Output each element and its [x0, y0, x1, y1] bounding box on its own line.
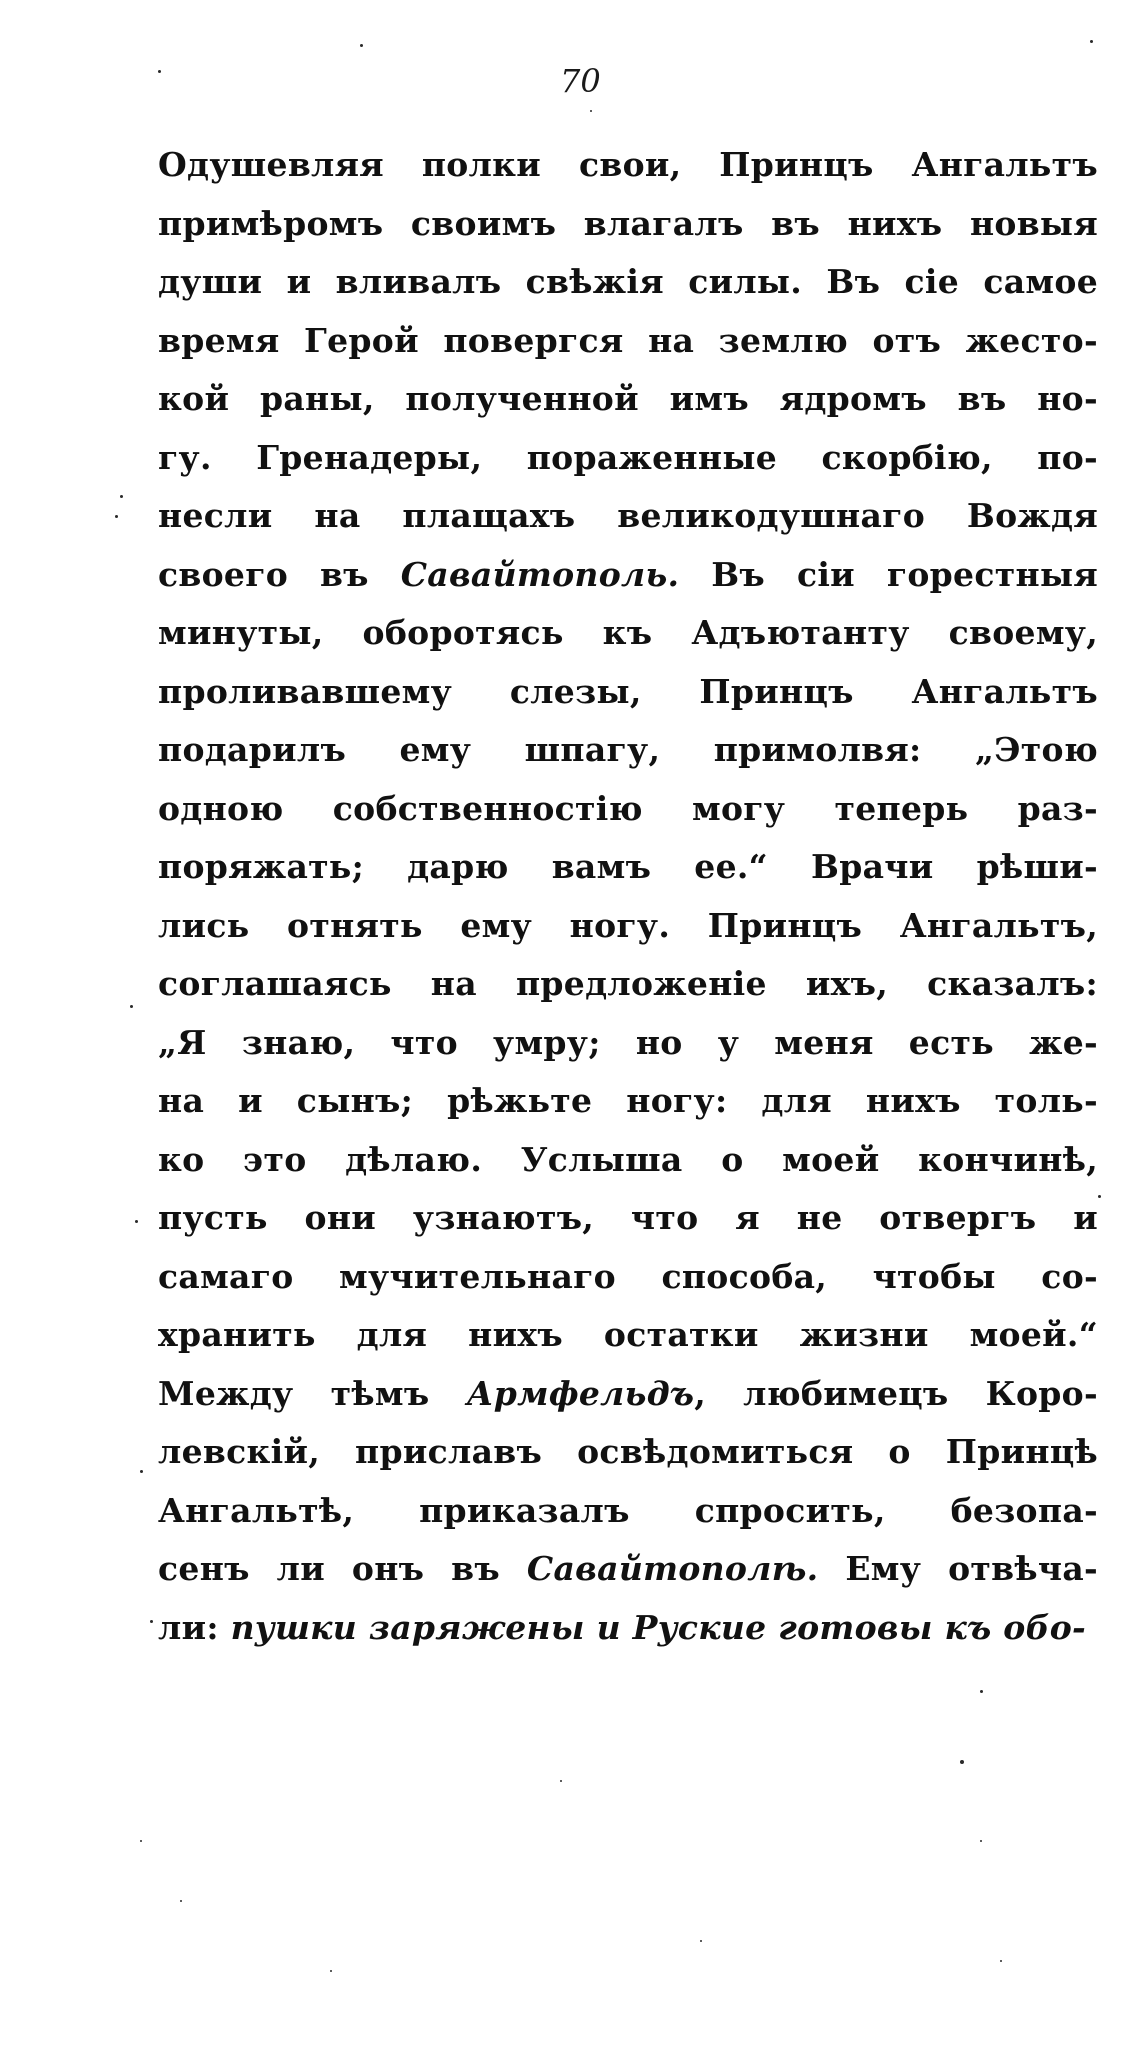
text-line: [158, 663, 1098, 722]
print-speck: [700, 1940, 702, 1942]
text-segment: хранить для нихъ остатки жизни моей.“: [158, 1315, 1098, 1354]
print-speck: [590, 110, 592, 112]
body-text: [158, 136, 1098, 1657]
text-line: [158, 955, 1098, 1014]
text-line: [158, 1540, 1098, 1599]
text-segment: одною собственностію могу теперь раз-: [158, 788, 1098, 828]
print-speck: [140, 1840, 142, 1842]
print-speck: [120, 495, 123, 498]
text-segment: кой раны, полученной имъ ядромъ въ но-: [158, 379, 1098, 418]
print-speck: [1098, 1195, 1101, 1198]
text-line: [158, 897, 1098, 956]
text-segment: Одушевляя полки свои, Принцъ Ангальтъ: [158, 145, 1098, 184]
text-line: [158, 195, 1098, 254]
italic-text: Армфельдъ: [466, 1373, 695, 1413]
text-segment: , любимецъ Коро-: [694, 1373, 1098, 1413]
text-line: [158, 370, 1098, 429]
print-speck: [150, 1620, 153, 1623]
text-segment: своего въ: [158, 554, 401, 594]
text-segment: минуты, оборотясь къ Адъютанту своему,: [158, 613, 1098, 652]
text-line: [158, 546, 1098, 605]
text-line: [158, 1599, 1098, 1658]
print-speck: [1000, 1960, 1002, 1962]
text-segment: время Герой повергся на землю отъ жесто-: [158, 320, 1098, 360]
text-line: [158, 1131, 1098, 1190]
print-speck: [135, 1220, 138, 1223]
text-line: [158, 721, 1098, 780]
text-line: [158, 487, 1098, 546]
italic-text: Савайтополѣ.: [526, 1549, 819, 1588]
text-segment: ко это дѣлаю. Услыша о моей кончинѣ,: [158, 1139, 1098, 1179]
text-segment: самаго мучительнаго способа, чтобы со-: [158, 1256, 1098, 1296]
print-speck: [560, 1780, 562, 1782]
print-speck: [158, 70, 161, 73]
text-line: [158, 838, 1098, 897]
text-segment: Ангальтѣ, приказалъ спросить, безопа-: [158, 1490, 1098, 1530]
text-line: [158, 136, 1098, 195]
text-line: [158, 429, 1098, 488]
text-line: [158, 1365, 1098, 1424]
text-segment: проливавшему слезы, Принцъ Ангальтъ: [158, 671, 1098, 711]
page-number: 70: [560, 62, 601, 100]
text-segment: сенъ ли онъ въ: [158, 1549, 527, 1588]
text-segment: пусть они узнаютъ, что я не отвергъ и: [158, 1198, 1098, 1237]
print-speck: [1090, 40, 1093, 43]
text-line: [158, 1189, 1098, 1248]
text-segment: души и вливалъ свѣжія силы. Въ сіе самое: [158, 262, 1098, 301]
text-segment: поряжать; дарю вамъ ее.“ Врачи рѣши-: [158, 847, 1098, 886]
text-segment: лись отнять ему ногу. Принцъ Ангальтъ,: [158, 905, 1098, 945]
text-line: [158, 312, 1098, 371]
text-line: [158, 1306, 1098, 1365]
text-segment: примѣромъ своимъ влагалъ въ нихъ новыя: [158, 203, 1098, 243]
text-line: [158, 253, 1098, 312]
text-line: [158, 1072, 1098, 1131]
text-segment: соглашаясь на предложеніе ихъ, сказалъ:: [158, 964, 1098, 1003]
text-segment: подарилъ ему шпагу, примолвя: „Этою: [158, 730, 1098, 769]
print-speck: [330, 1970, 332, 1972]
print-speck: [360, 44, 363, 47]
text-segment: Въ сіи горестныя: [679, 554, 1098, 594]
text-segment: ли:: [158, 1607, 231, 1647]
italic-text: пушки заряжены и Руские готовы къ обо-: [230, 1607, 1087, 1647]
print-speck: [980, 1690, 983, 1693]
text-segment: левскій, приславъ освѣдомиться о Принцѣ: [158, 1432, 1098, 1471]
text-line: [158, 1014, 1098, 1073]
text-segment: гу. Гренадеры, пораженные скорбію, по-: [158, 437, 1098, 477]
text-line: [158, 780, 1098, 839]
print-speck: [980, 1840, 982, 1842]
text-line: [158, 1482, 1098, 1541]
text-segment: несли на плащахъ великодушнаго Вождя: [158, 496, 1098, 535]
print-speck: [130, 1005, 133, 1008]
text-line: [158, 604, 1098, 663]
print-speck: [960, 1760, 964, 1764]
print-speck: [180, 1900, 182, 1902]
text-segment: на и сынъ; рѣжьте ногу: для нихъ толь-: [158, 1081, 1098, 1120]
text-segment: „Я знаю, что умру; но у меня есть же-: [158, 1022, 1098, 1062]
italic-text: Савайтополь.: [400, 554, 680, 594]
text-line: [158, 1248, 1098, 1307]
print-speck: [140, 1470, 143, 1473]
text-segment: Между тѣмъ: [158, 1373, 467, 1413]
text-line: [158, 1423, 1098, 1482]
print-speck: [115, 515, 118, 518]
text-segment: Ему отвѣча-: [818, 1549, 1098, 1588]
